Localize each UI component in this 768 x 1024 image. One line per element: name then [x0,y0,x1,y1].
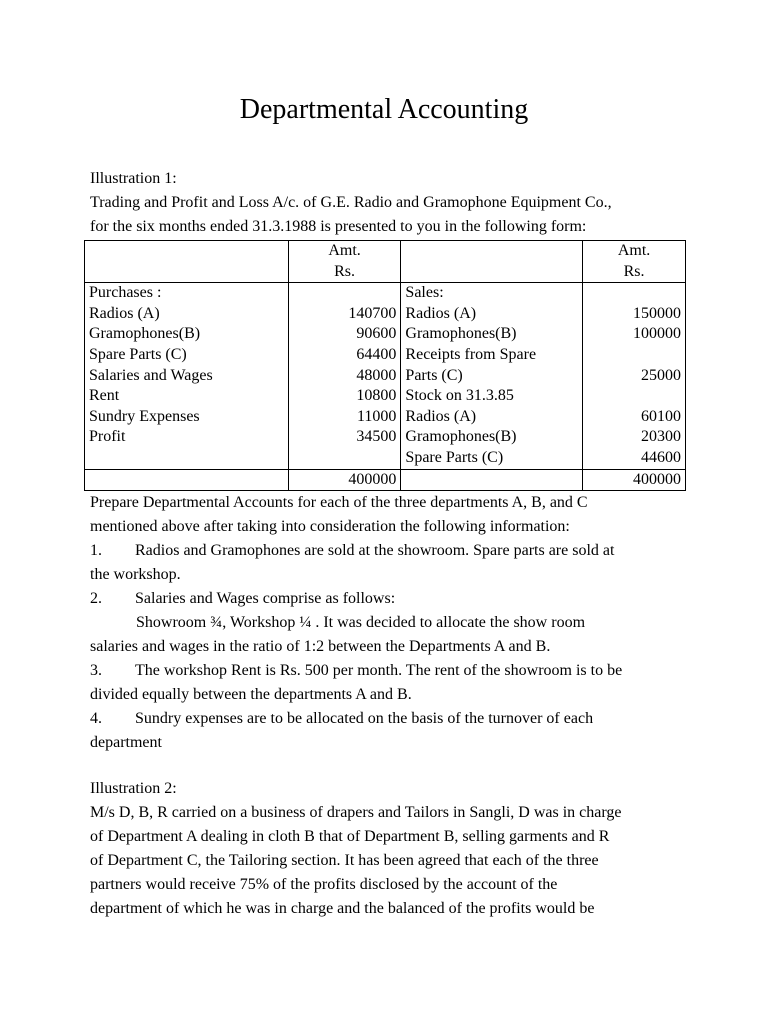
point-text: The workshop Rent is Rs. 500 per month. The rent of the showroom is to be [135,662,623,679]
table-row [85,427,686,448]
header-amt-label: Amt. [328,242,361,259]
debit-label: Rent [85,386,289,407]
table-row [85,304,686,325]
point-1-line-1 [90,539,690,563]
credit-label: Stock on 31.3.85 [401,386,583,407]
debit-amount [288,283,401,304]
header-amt-label: Amt. [617,242,651,259]
total-debit: 400000 [288,469,401,491]
trading-account-table [84,240,686,491]
intro-line-2: for the six months ended 31.3.1988 is presented to you in the following form: [90,218,587,235]
total-credit: 400000 [583,469,686,491]
page-title: Departmental Accounting [239,94,529,125]
credit-amount [583,386,686,407]
debit-label: Radios (A) [85,304,289,325]
credit-label: Radios (A) [401,304,583,325]
debit-label [85,448,289,469]
debit-amount: 140700 [288,304,401,325]
debit-amount [288,448,401,469]
illustration-2-block [90,777,690,921]
total-label-debit [85,469,289,491]
header-rs-label: Rs. [623,262,645,280]
header-amount-credit [583,241,686,283]
point-2-line-1b: Showroom ¾, Workshop ¼ . It was decided to allocate the show room [136,614,586,631]
credit-amount [583,283,686,304]
illustration-1-heading: Illustration 1: [90,170,177,187]
illustration-2-heading: Illustration 2: [90,780,177,797]
instructions-line-2: mentioned above after taking into consideration the following information: [90,518,570,535]
table-row [85,283,686,304]
point-3-line-2: divided equally between the departments A and B. [90,686,412,703]
credit-amount: 100000 [583,324,686,345]
point-3-line-1 [90,659,690,683]
header-rs-label: Rs. [334,262,355,280]
credit-label: Gramophones(B) [401,324,583,345]
instructions-block [90,491,690,755]
credit-amount: 20300 [583,427,686,448]
table-row [85,407,686,428]
debit-amount: 34500 [288,427,401,448]
credit-label: Spare Parts (C) [401,448,583,469]
debit-label: Purchases : [85,283,289,304]
table-row [85,324,686,345]
credit-label: Sales: [401,283,583,304]
point-2-line-2: salaries and wages in the ratio of 1:2 between the Departments A and B. [90,638,551,655]
debit-label: Sundry Expenses [85,407,289,428]
total-label-credit [401,469,583,491]
point-number: 3. [90,662,102,679]
credit-amount: 150000 [583,304,686,325]
illustration-2-line-1: M/s D, B, R carried on a business of drapers and Tailors in Sangli, D was in charge [90,804,622,821]
credit-amount: 25000 [583,366,686,387]
table-row [85,386,686,407]
point-text: Radios and Gramophones are sold at the showroom. Spare parts are sold at [135,542,615,559]
table-row [85,345,686,366]
credit-label: Radios (A) [401,407,583,428]
debit-label: Gramophones(B) [85,324,289,345]
intro-line-1: Trading and Profit and Loss A/c. of G.E. Radio and Gramophone Equipment Co., [90,194,612,211]
header-amount-debit [288,241,401,283]
credit-amount: 60100 [583,407,686,428]
debit-amount: 48000 [288,366,401,387]
point-1-line-2: the workshop. [90,566,181,583]
credit-label: Receipts from Spare [401,345,583,366]
debit-label: Salaries and Wages [85,366,289,387]
debit-amount: 10800 [288,386,401,407]
illustration-2-line-3: of Department C, the Tailoring section. It has been agreed that each of the three [90,852,599,869]
point-4-line-2: department [90,734,162,751]
credit-amount: 44600 [583,448,686,469]
header-particulars-credit [401,241,583,283]
point-2-line-1 [90,587,690,611]
point-4-line-1 [90,707,690,731]
table-total-row [85,469,686,491]
point-number: 1. [90,542,102,559]
instructions-line-1: Prepare Departmental Accounts for each of the three departments A, B, and C [90,494,588,511]
point-number: 2. [90,590,102,607]
credit-amount [583,345,686,366]
illustration-1-intro [90,167,690,239]
point-text: Sundry expenses are to be allocated on the basis of the turnover of each [135,710,594,727]
table-row [85,448,686,469]
credit-label: Gramophones(B) [401,427,583,448]
illustration-2-line-5: department of which he was in charge and the balanced of the profits would be [90,900,595,917]
credit-label: Parts (C) [401,366,583,387]
point-number: 4. [90,710,102,727]
table-header-row [85,241,686,283]
debit-amount: 11000 [288,407,401,428]
debit-amount: 90600 [288,324,401,345]
header-particulars-debit [85,241,289,283]
table-row [85,366,686,387]
point-text: Salaries and Wages comprise as follows: [135,590,396,607]
debit-label: Spare Parts (C) [85,345,289,366]
illustration-2-line-4: partners would receive 75% of the profits disclosed by the account of the [90,876,558,893]
illustration-2-line-2: of Department A dealing in cloth B that of Department B, selling garments and R [90,828,610,845]
debit-label: Profit [85,427,289,448]
table-body [85,283,686,469]
debit-amount: 64400 [288,345,401,366]
